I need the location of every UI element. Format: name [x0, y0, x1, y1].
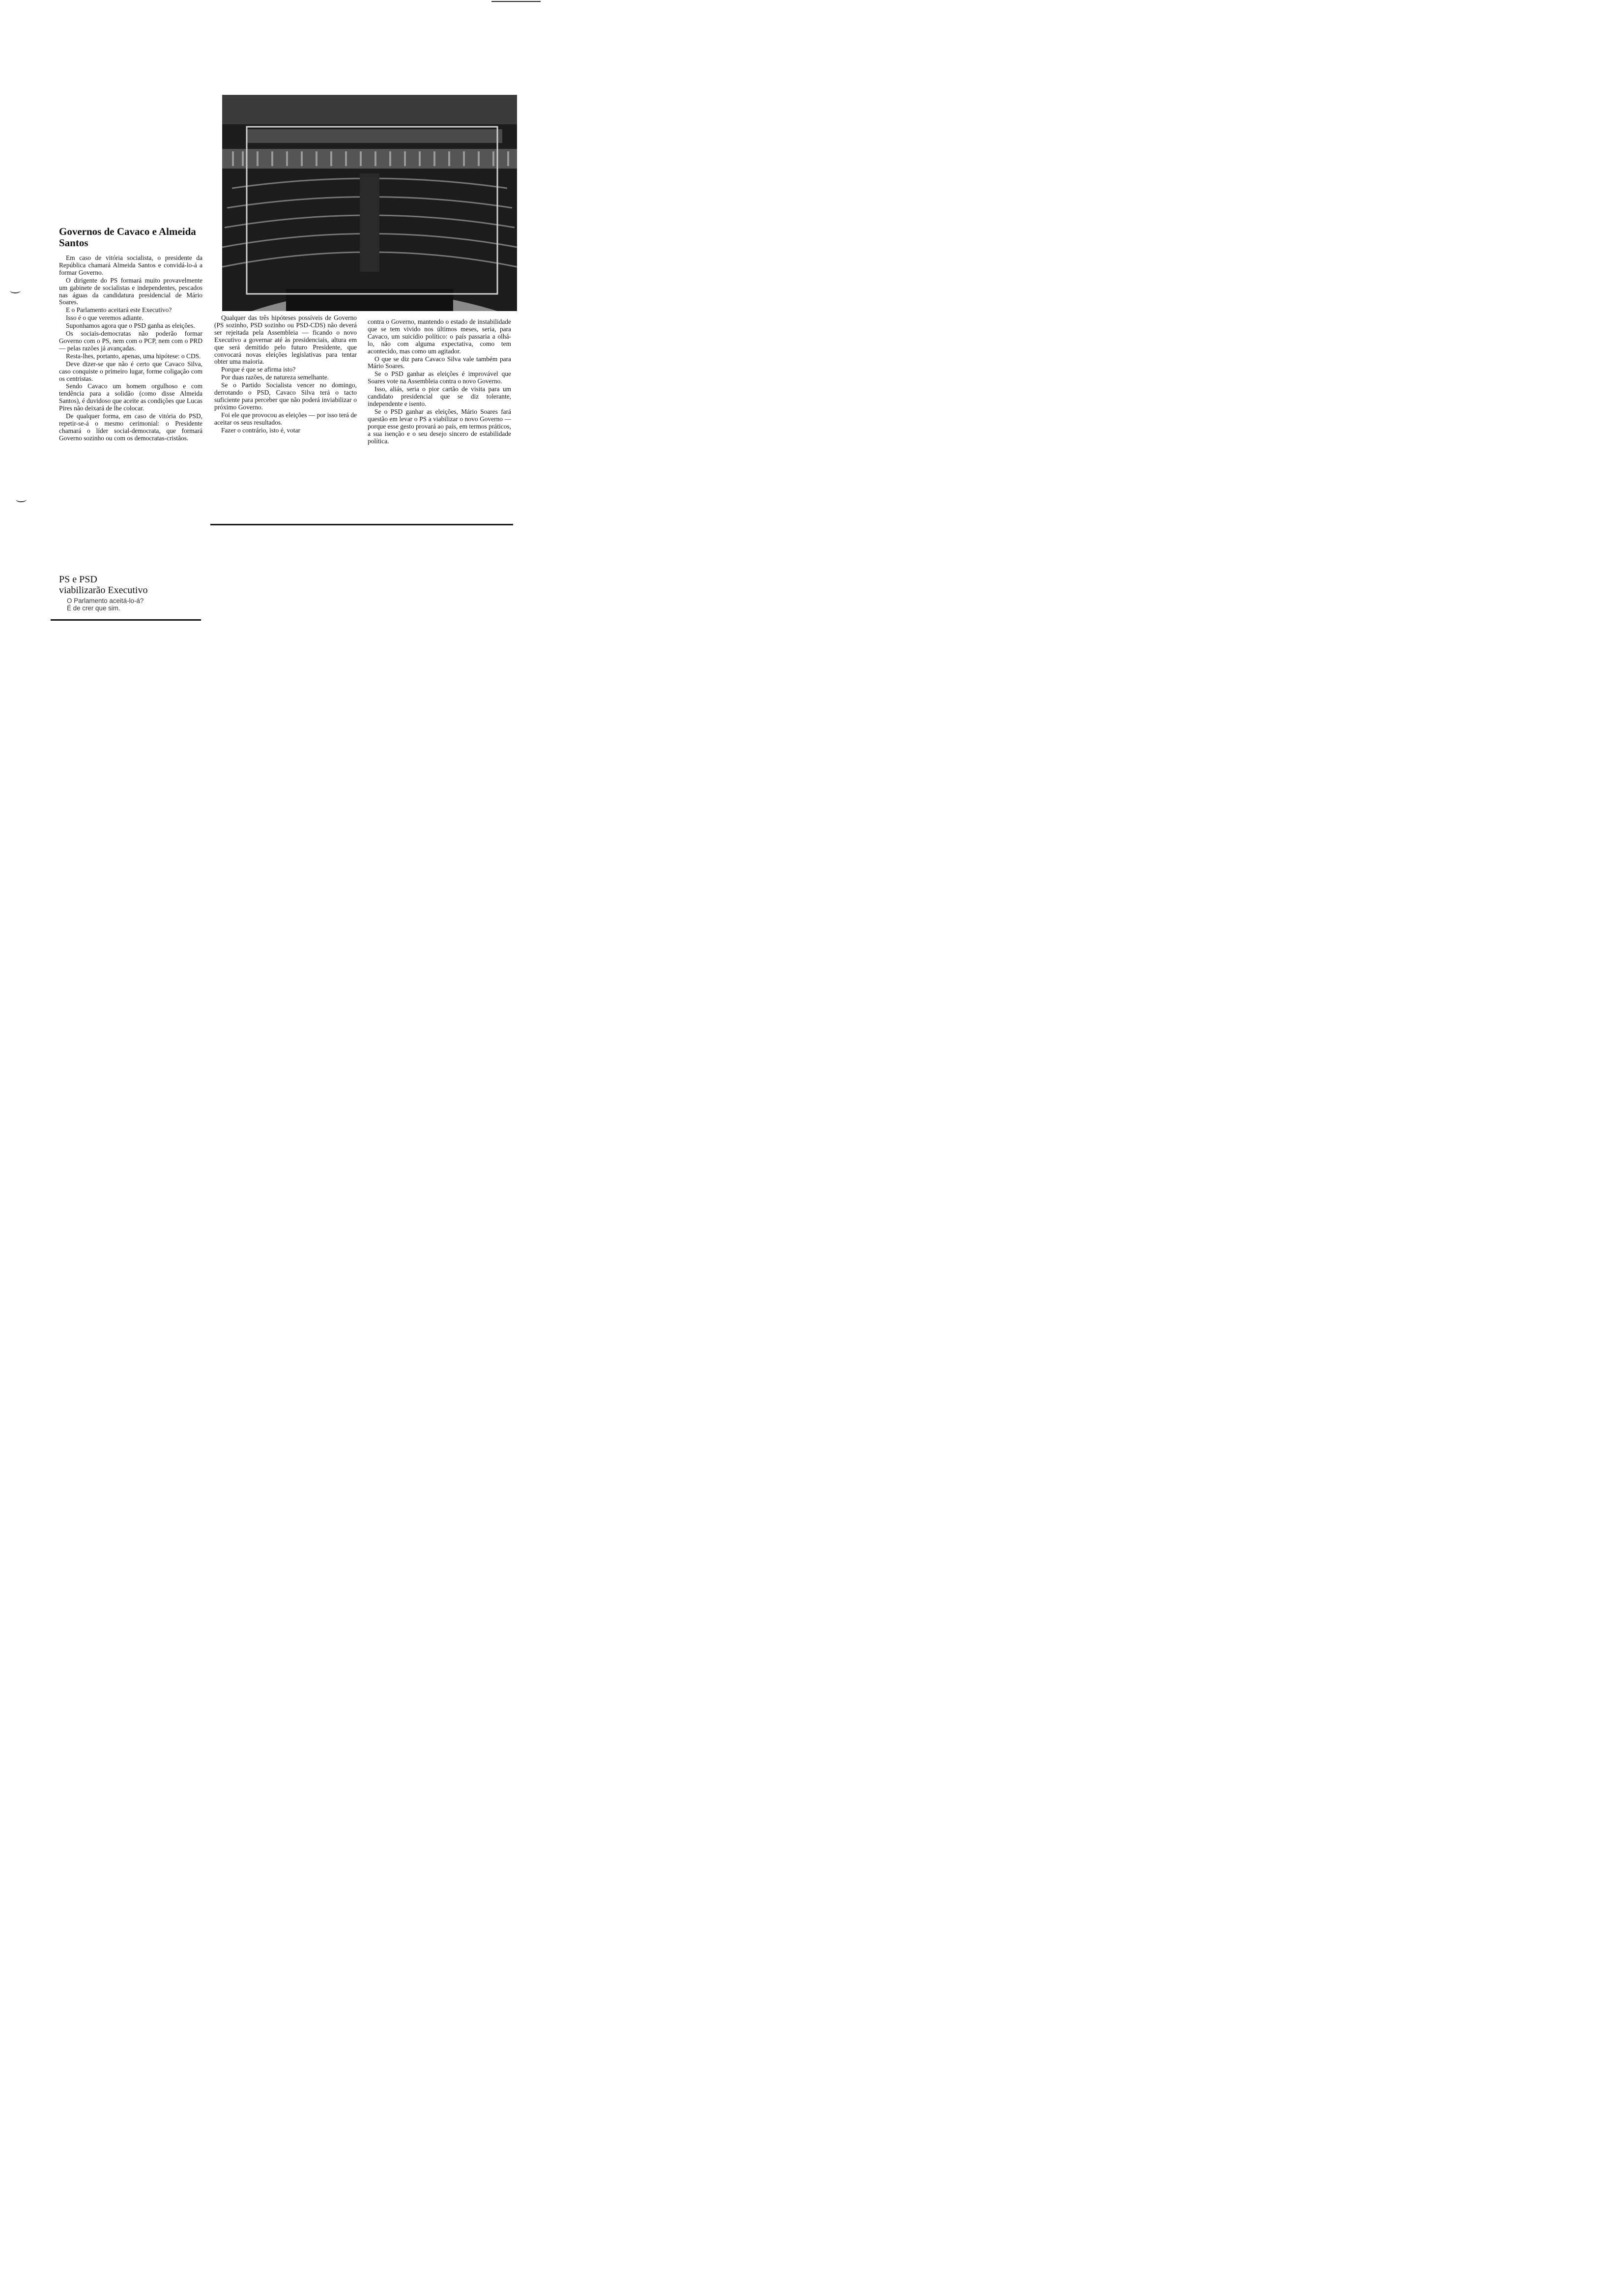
paragraph: Os sociais-democratas não poderão formar Governo com o PS, nem com o PCP, nem com o PRD — pelas razões já avançadas. — [59, 330, 202, 352]
article-column-left — [59, 255, 202, 443]
paragraph: Resta-lhes, portanto, apenas, uma hipótese: o CDS. — [66, 352, 201, 360]
margin-mark — [10, 287, 21, 293]
top-edge-rule — [491, 1, 541, 2]
paragraph: Isso é o que veremos adiante. — [66, 314, 144, 322]
paragraph: Isso, aliás, seria o pior cartão de visita para um candidato presidencial que se diz tolerante, independente e isento. — [368, 385, 511, 407]
headline-line: PS e PSD — [59, 574, 97, 585]
paragraph: Se o Partido Socialista vencer no domingo, derrotando o PSD, Cavaco Silva terá o tacto suficiente para perceber que não poderá inviabilizar o próximo Governo. — [214, 381, 357, 411]
paragraph: Fazer o contrário, isto é, votar — [221, 426, 301, 434]
headline-line: viabilizarão Executivo — [59, 585, 148, 596]
paragraph: Foi ele que provocou as eleições — por isso terá de aceitar os seus resultados. — [214, 411, 357, 426]
headline-ps-psd — [59, 574, 206, 596]
paragraph: Qualquer das três hipóteses possíveis de Governo (PS sozinho, PSD sozinho ou PSD-CDS) não deverá ser rejeitada pela Assembleia — ficando o novo Executivo a governar até às presidenciais, altura em que será demitido pelo futuro Presidente, que convocará novas eleições legislativas para tentar obter uma maioria. — [214, 314, 357, 366]
paragraph: De qualquer forma, em caso de vitória do PSD, repetir-se-á o mesmo cerimonial: o Presidente chamará o líder social-democrata, que formará Governo sozinho ou com os democratas-cristãos. — [59, 412, 202, 442]
headline-governos: Governos de Cavaco e Almeida Santos — [59, 226, 196, 249]
article-tail — [67, 597, 204, 612]
paragraph: Em caso de vitória socialista, o presidente da República chamará Almeida Santos e convidá-lo-á a formar Governo. — [59, 254, 202, 276]
margin-mark — [16, 496, 27, 502]
paragraph: O dirigente do PS formará muito provavelmente um gabinete de socialistas e independentes, pescados nas águas da candidatura presidencial de Mário Soares. — [59, 276, 202, 306]
paragraph: Se o PSD ganhar as eleições é improvável que Soares vote na Assembleia contra o novo Governo. — [368, 370, 511, 385]
paragraph: E o Parlamento aceitará este Executivo? — [66, 306, 172, 314]
paragraph: Se o PSD ganhar as eleições, Mário Soares fará questão em levar o PS a viabilizar o novo Governo — porque esse gesto provará ao país, em termos práticos, a sua isenção e o seu desejo sincero de estabilidade política. — [368, 407, 511, 445]
paragraph: Por duas razões, de natureza semelhante. — [221, 373, 329, 381]
tail-line: O Parlamento aceitá-lo-á? — [67, 597, 144, 604]
section-rule-left — [51, 619, 201, 621]
paragraph: Deve dizer-se que não é certo que Cavaco Silva, caso conquiste o primeiro lugar, forme coligação com os centristas. — [59, 360, 202, 382]
paragraph: Suponhamos agora que o PSD ganha as eleições. — [66, 322, 195, 330]
section-rule-right — [210, 524, 513, 525]
parliament-chamber-illustration — [222, 95, 517, 311]
paragraph: Sendo Cavaco um homem orgulhoso e com tendência para a solidão (como disse Almeida Santos), é duvidoso que aceite as condições que Lucas Pires não deixará de lhe colocar. — [59, 382, 202, 412]
article-column-middle — [214, 315, 357, 435]
tail-line: É de crer que sim. — [67, 604, 120, 612]
parliament-photo — [222, 95, 517, 311]
paragraph: O que se diz para Cavaco Silva vale também para Mário Soares. — [368, 355, 511, 370]
article-column-right — [368, 318, 511, 445]
paragraph: contra o Governo, mantendo o estado de instabilidade que se tem vivido nos últimos meses, seria, para Cavaco, um suicídio político: o país passaria a olhá-lo, não com alguma expectativa, como tem acontecido, mas como um agitador. — [368, 318, 511, 355]
paragraph: Porque é que se afirma isto? — [221, 366, 296, 373]
